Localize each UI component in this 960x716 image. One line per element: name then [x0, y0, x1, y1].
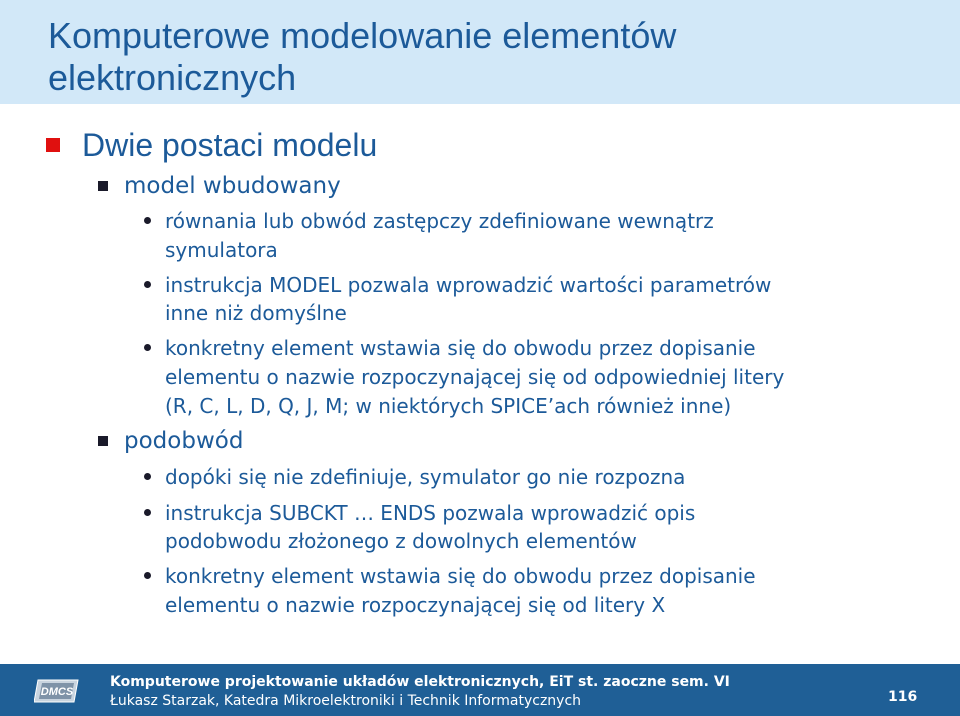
round-dot-icon [144, 217, 151, 224]
round-dot-icon [144, 344, 151, 351]
logo-text: DMCS [40, 686, 74, 698]
footer-course-line: Komputerowe projektowanie układów elektronicznych, EiT st. zaoczne sem. VI [110, 674, 730, 690]
bullet-text: symulatora [165, 238, 278, 262]
bullet-text: dopóki się nie zdefiniuje, symulator go nie rozpozna [165, 465, 686, 489]
round-dot-icon [144, 281, 151, 288]
bullet-text: instrukcja SUBCKT … ENDS pozwala wprowadzić opis [165, 501, 696, 525]
dmcs-logo-icon [34, 676, 82, 706]
slide-title-line-1: Komputerowe modelowanie elementów [48, 15, 677, 56]
bullet-text: inne niż domyślne [165, 301, 347, 325]
round-dot-icon [144, 473, 151, 480]
bullet-text: instrukcja MODEL pozwala wprowadzić wartości parametrów [165, 273, 772, 297]
heading: Dwie postaci modelu [82, 127, 378, 163]
slide-title-line-2: elektronicznych [48, 57, 297, 98]
bullet-text: elementu o nazwie rozpoczynającej się od odpowiedniej litery [165, 365, 785, 389]
section-label-model-wbudowany: model wbudowany [124, 173, 341, 199]
red-square-icon [46, 138, 60, 152]
page-number: 116 [888, 689, 918, 705]
bullet-text: podobwodu złożonego z dowolnych elementów [165, 529, 637, 553]
round-dot-icon [144, 509, 151, 516]
bullet-text: elementu o nazwie rozpoczynającej się od litery X [165, 593, 666, 617]
footer-bar [0, 664, 960, 716]
bullet-text: (R, C, L, D, Q, J, M; w niektórych SPICE’ach również inne) [165, 394, 732, 418]
footer-author-line: Łukasz Starzak, Katedra Mikroelektroniki i Technik Informatycznych [110, 693, 582, 709]
dark-square-icon [98, 181, 108, 191]
bullet-text: konkretny element wstawia się do obwodu przez dopisanie [165, 564, 756, 588]
bullet-text: konkretny element wstawia się do obwodu przez dopisanie [165, 336, 756, 360]
bullet-text: równania lub obwód zastępczy zdefiniowane wewnątrz [165, 209, 714, 233]
section-label-podobwod: podobwód [124, 428, 244, 454]
dark-square-icon [98, 436, 108, 446]
round-dot-icon [144, 572, 151, 579]
